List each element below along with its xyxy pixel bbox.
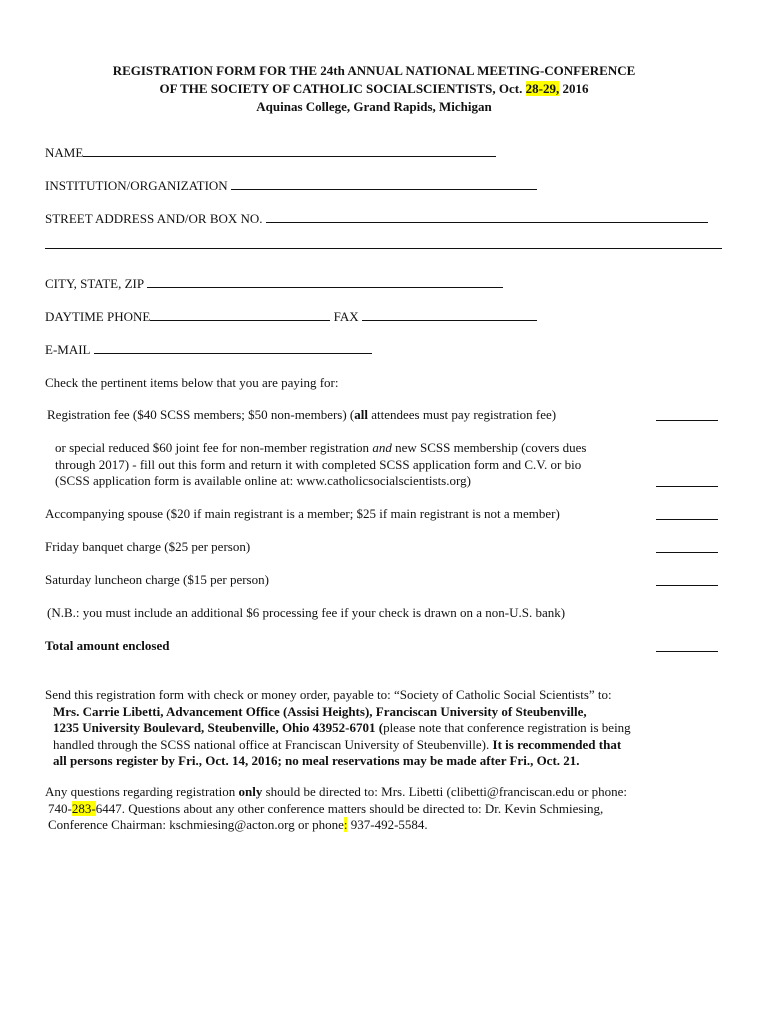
email-field[interactable] — [45, 342, 372, 358]
institution-field[interactable] — [45, 178, 537, 194]
email-input-line[interactable] — [94, 342, 372, 354]
form-title — [60, 62, 688, 116]
registration-fee-item: Registration fee ($40 SCSS members; $50 non-members) (all attendees must pay registration fee) — [47, 407, 557, 422]
institution-input-line[interactable] — [231, 178, 537, 190]
title-line-1: REGISTRATION FORM FOR THE 24th ANNUAL NATIONAL MEETING-CONFERENCE — [112, 63, 636, 78]
check-intro: Check the pertinent items below that you are paying for: — [45, 375, 339, 390]
phone-input-line[interactable] — [150, 309, 330, 321]
spouse-blank[interactable] — [656, 519, 718, 520]
name-label: NAME — [45, 145, 84, 160]
email-label: E-MAIL — [45, 342, 91, 357]
luncheon-blank[interactable] — [656, 585, 718, 586]
phone-fax-row — [45, 309, 537, 325]
fax-input-line[interactable] — [362, 309, 537, 321]
fax-label: FAX — [333, 309, 359, 324]
luncheon-item: Saturday luncheon charge ($15 per person) — [45, 572, 269, 587]
title-line-2: OF THE SOCIETY OF CATHOLIC SOCIALSCIENTISTS, Oct. 28-29, 2016 — [159, 81, 589, 96]
name-field[interactable] — [45, 145, 496, 161]
joint-fee-blank[interactable] — [656, 486, 718, 487]
total-blank[interactable] — [656, 651, 718, 652]
banquet-blank[interactable] — [656, 552, 718, 553]
title-line-3: Aquinas College, Grand Rapids, Michigan — [256, 99, 492, 114]
street-label: STREET ADDRESS AND/OR BOX NO. — [45, 211, 263, 226]
street-second-line[interactable] — [45, 248, 722, 249]
joint-fee-item: or special reduced $60 joint fee for non-member registration and new SCSS membership (covers dues through 2017) - fill out this form and return it with completed SCSS application form and C.V. or bio (SCSS application form is available online at: www.catholicsocialscientists.org) — [55, 440, 587, 488]
street-field[interactable] — [45, 211, 708, 227]
questions-contact: Any questions regarding registration only should be directed to: Mrs. Libetti (clibetti@franciscan.edu or phone: 740-283-6447. Questions about any other conference matters should be directed to: Dr. Kevin Schmiesing, Conference Chairman: kschmiesing@acton.org or phone: 937-492-5584. — [45, 784, 628, 832]
institution-label: INSTITUTION/ORGANIZATION — [45, 178, 228, 193]
name-input-line[interactable] — [83, 145, 496, 157]
highlighted-phone-part: 283- — [71, 800, 96, 816]
city-label: CITY, STATE, ZIP — [45, 276, 145, 291]
registration-fee-blank[interactable] — [656, 420, 718, 421]
phone-label: DAYTIME PHONE — [45, 309, 151, 324]
send-instructions: Send this registration form with check or money order, payable to: “Society of Catholic Social Scientists” to: Mrs. Carrie Libetti, Advancement Office (Assisi Heights), Franciscan University of Steubenville, 1235 University Boulevard, Steubenville, Ohio 43952-6701 (please note that conference registration is being handled through the SCSS national office at Franciscan University of Steubenville). It is recommended that all persons register by Fri., Oct. 14, 2016; no meal reservations may be made after Fri., Oct. 21. — [45, 687, 631, 768]
city-field[interactable] — [45, 276, 503, 292]
nb-note: (N.B.: you must include an additional $6 processing fee if your check is drawn on a non-U.S. bank) — [47, 605, 566, 620]
city-input-line[interactable] — [147, 276, 503, 288]
street-input-line[interactable] — [266, 211, 708, 223]
spouse-item: Accompanying spouse ($20 if main registrant is a member; $25 if main registrant is not a member) — [45, 506, 560, 521]
total-label: Total amount enclosed — [45, 638, 170, 653]
highlighted-dates: 28-29, — [525, 81, 560, 96]
highlighted-colon: : — [343, 817, 348, 832]
banquet-item: Friday banquet charge ($25 per person) — [45, 539, 251, 554]
